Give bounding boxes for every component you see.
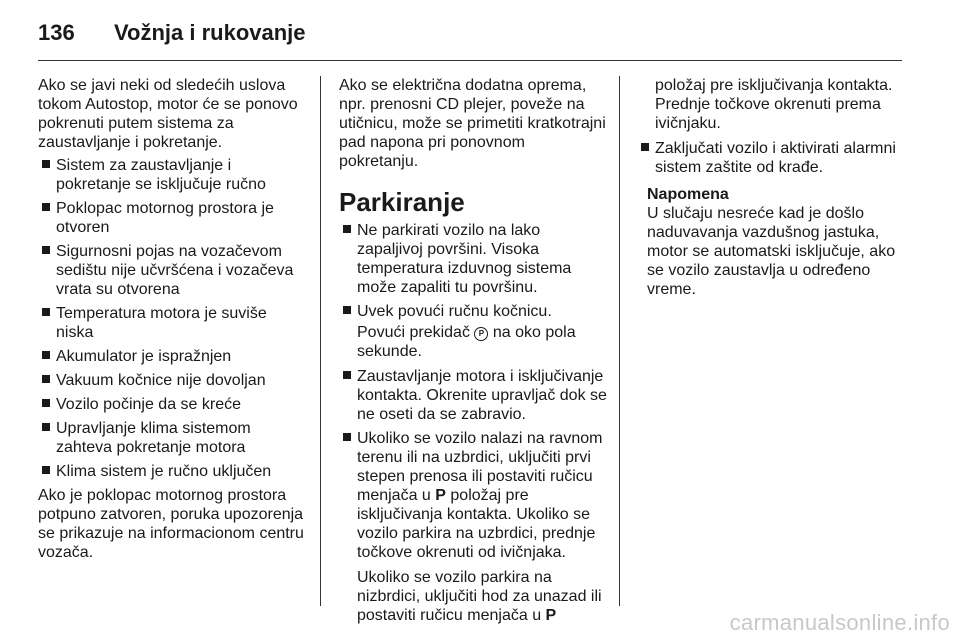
bullet-icon <box>343 225 351 233</box>
list-item: Upravljanje klima sistemom zahteva pokretanje motora <box>38 419 306 457</box>
list-item: Ukoliko se vozilo nalazi na ravnom terenu ili na uzbrdici, uključiti prvi stepen prenosa ili postaviti ručicu menjača u P položaj pre isključivanja kontakta. Ukoliko se vozilo parkira na uzbrdici, prednje točkove okrenuti od ivičnjaka. Ukoliko se vozilo parkira na nizbrdici, uključiti hod za unazad ili postaviti ručicu menjača u P <box>339 429 607 625</box>
bullet-icon <box>42 375 50 383</box>
note-title: Napomena <box>647 186 729 203</box>
column-3 <box>637 76 903 299</box>
page-header <box>38 18 908 48</box>
handbrake-instruction: Povući prekidač P na oko pola sekunde. <box>357 324 576 360</box>
bullet-icon <box>42 246 50 254</box>
page-number: 136 <box>38 20 75 45</box>
column-divider-2 <box>619 76 620 606</box>
restart-conditions-list <box>38 156 306 481</box>
downhill-instruction: Ukoliko se vozilo parkira na nizbrdici, uključiti hod za unazad ili postaviti ručicu menjača u P <box>357 569 602 624</box>
list-item: Ne parkirati vozilo na lako zapaljivoj površini. Visoka temperatura izduvnog sistema može zapaliti tu površinu. <box>339 221 607 297</box>
chapter-title: Vožnja i rukovanje <box>114 20 306 45</box>
bullet-icon <box>42 466 50 474</box>
bullet-icon <box>42 308 50 316</box>
bullet-icon <box>343 371 351 379</box>
continued-text: položaj pre isključivanja kontakta. Prednje točkove okrenuti prema ivičnjaku. <box>655 77 893 132</box>
bullet-icon <box>42 423 50 431</box>
bullet-icon <box>42 160 50 168</box>
header-divider <box>38 60 902 61</box>
list-item: Poklopac motornog prostora je otvoren <box>38 199 306 237</box>
parking-brake-icon: P <box>474 327 488 341</box>
list-item: Klima sistem je ručno uključen <box>38 462 306 481</box>
accessory-note: Ako se električna dodatna oprema, npr. prenosni CD plejer, poveže na utičnicu, može se primetiti kratkotrajni pad napona pri ponovnom pokretanju. <box>339 77 606 170</box>
parking-list-cont <box>637 139 903 177</box>
watermark: carmanualsonline.info <box>729 610 950 635</box>
section-title-parking: Parkiranje <box>339 187 465 217</box>
bullet-icon <box>343 306 351 314</box>
column-2 <box>339 76 607 631</box>
parking-list <box>339 221 607 625</box>
list-item: Vozilo počinje da se kreće <box>38 395 306 414</box>
column-1 <box>38 76 306 566</box>
list-item: Vakuum kočnice nije dovoljan <box>38 371 306 390</box>
list-item: Uvek povući ručnu kočnicu. Povući prekidač P na oko pola sekunde. <box>339 302 607 361</box>
bullet-icon <box>42 351 50 359</box>
list-item: Sistem za zaustavljanje i pokretanje se isključuje ručno <box>38 156 306 194</box>
bullet-icon <box>42 399 50 407</box>
list-item: Sigurnosni pojas na vozačevom sedištu nije učvršćena i vozačeva vrata su otvorena <box>38 242 306 299</box>
bullet-icon <box>42 203 50 211</box>
list-item: Zaustavljanje motora i isključivanje kontakta. Okrenite upravljač dok se ne oseti da se zabravio. <box>339 367 607 424</box>
bullet-icon <box>641 143 649 151</box>
hood-closed-note: Ako je poklopac motornog prostora potpuno zatvoren, poruka upozorenja se prikazuje na informacionom centru vozača. <box>38 487 304 561</box>
list-item: Temperatura motora je suviše niska <box>38 304 306 342</box>
list-item: Zaključati vozilo i aktivirati alarmni sistem zaštite od krađe. <box>637 139 903 177</box>
note-text: U slučaju nesreće kad je došlo naduvavanja vazdušnog jastuka, motor se automatski isključuje, ako se vozilo zaustavlja u određeno vreme. <box>647 205 896 298</box>
autostop-intro: Ako se javi neki od sledećih uslova tokom Autostop, motor će se ponovo pokrenuti putem sistema za zaustavljanje i pokretanje. <box>38 77 298 151</box>
bullet-icon <box>343 433 351 441</box>
column-divider-1 <box>320 76 321 606</box>
list-item: Akumulator je ispražnjen <box>38 347 306 366</box>
